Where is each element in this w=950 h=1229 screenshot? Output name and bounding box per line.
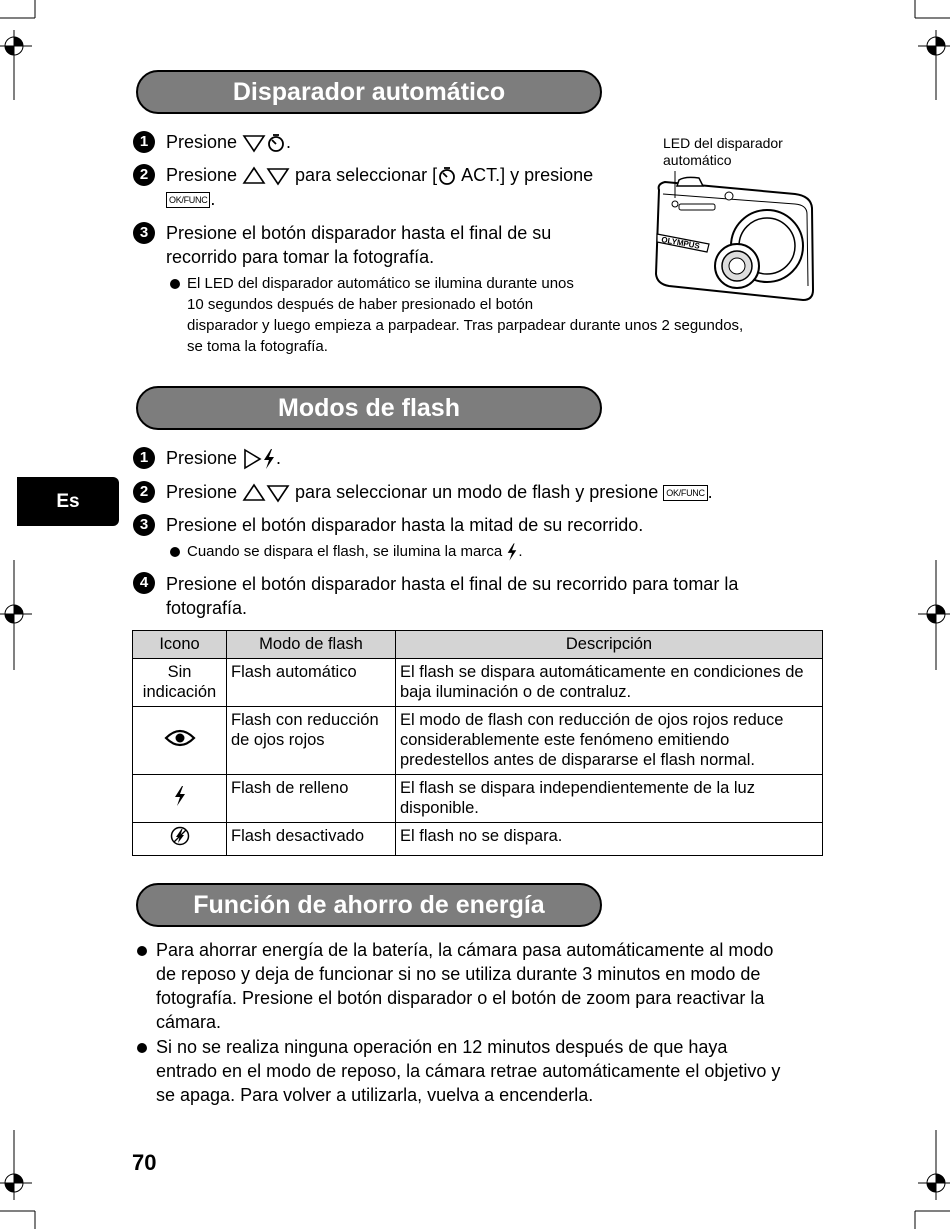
step-number: 2 [133,164,155,186]
step-number: 4 [133,572,155,594]
bullet-dot [137,946,147,956]
flash-bolt-icon [173,785,187,807]
up-arrow-icon [242,166,266,186]
camera-brand-text: OLYMPUS [660,235,701,251]
bullet-dot [170,547,180,557]
page-number: 70 [132,1150,157,1175]
section-title-power-save: Función de ahorro de energía [136,883,602,927]
right-arrow-icon [242,448,262,470]
language-tab: Es [17,477,119,526]
flash-note: Cuando se dispara el flash, se ilumina la marca . [187,541,523,562]
flash-step-4: Presione el botón disparador hasta el final de su recorrido para tomar la fotografía. [166,574,739,618]
ok-func-button-icon: OK/FUNC [166,192,210,208]
description-cell: El flash se dispara independientemente de la luz disponible. [396,775,823,823]
table-row [133,707,823,775]
flash-bolt-icon [262,448,276,470]
flash-step-3: Presione el botón disparador hasta la mitad de su recorrido. [166,515,644,535]
column-header: Modo de flash [227,631,396,659]
description-cell: El modo de flash con reducción de ojos rojos reduce considerablemente este fenómeno emitiendo predestellos antes de dispararse el flash normal. [396,707,823,775]
flash-off-icon [170,826,190,846]
power-save-paragraph-2: Si no se realiza ninguna operación en 12 minutos después de que haya entrado en el modo de reposo, la cámara retrae automáticamente el objetivo y se apaga. Para volver a utilizarla, vuelva a encenderla. [156,1037,781,1105]
down-arrow-icon [242,133,266,153]
icon-cell [133,775,227,823]
table-row [133,823,823,856]
self-timer-icon [437,166,457,186]
column-header: Descripción [396,631,823,659]
step-1: Presione . [166,132,292,152]
table-row [133,775,823,823]
bullet-dot [170,279,180,289]
step-2: Presione para seleccionar [ ACT.] y presione OK/FUNC . [166,165,594,209]
up-arrow-icon [242,483,266,503]
eye-icon [164,728,196,748]
section-title-flash-modes: Modos de flash [136,386,602,430]
description-cell: El flash se dispara automáticamente en condiciones de baja iluminación o de contraluz. [396,659,823,707]
flash-step-2: Presione para seleccionar un modo de flash y presione OK/FUNC . [166,482,713,502]
icon-cell: Sin indicación [133,659,227,707]
flash-modes-table [132,630,823,856]
bullet-dot [137,1043,147,1053]
flash-step-1: Presione . [166,446,281,470]
mode-cell: Flash automático [227,659,396,707]
self-timer-note: El LED del disparador automático se ilumina durante unos 10 segundos después de haber presionado el botón disparador y luego empieza a parpadear. Tras parpadear durante unos 2 segundos, se toma la fotografía. [187,275,744,355]
ok-func-button-icon: OK/FUNC [663,485,707,501]
camera-illustration [645,168,820,308]
column-header: Icono [133,631,227,659]
down-arrow-icon [266,483,290,503]
self-timer-icon [266,133,286,153]
down-arrow-icon [266,166,290,186]
icon-cell [133,823,227,856]
table-header-row [133,631,823,659]
mode-cell: Flash de relleno [227,775,396,823]
step-3: Presione el botón disparador hasta el final de su recorrido para tomar la fotografía. [166,223,552,267]
camera-callout-label: LED del disparador automático [663,135,783,168]
table-row [133,659,823,707]
mode-cell: Flash con reducción de ojos rojos [227,707,396,775]
step-number: 3 [133,222,155,244]
step-number: 3 [133,514,155,536]
flash-bolt-icon [506,542,518,562]
description-cell: El flash no se dispara. [396,823,823,856]
step-number: 2 [133,481,155,503]
section-title-self-timer: Disparador automático [136,70,602,114]
mode-cell: Flash desactivado [227,823,396,856]
step-number: 1 [133,131,155,153]
power-save-paragraph-1: Para ahorrar energía de la batería, la cámara pasa automáticamente al modo de reposo y deja de funcionar si no se utiliza durante 3 minutos en modo de fotografía. Presione el botón disparador o el botón de zoom para reactivar la cámara. [156,940,774,1032]
step-number: 1 [133,447,155,469]
icon-cell [133,707,227,775]
